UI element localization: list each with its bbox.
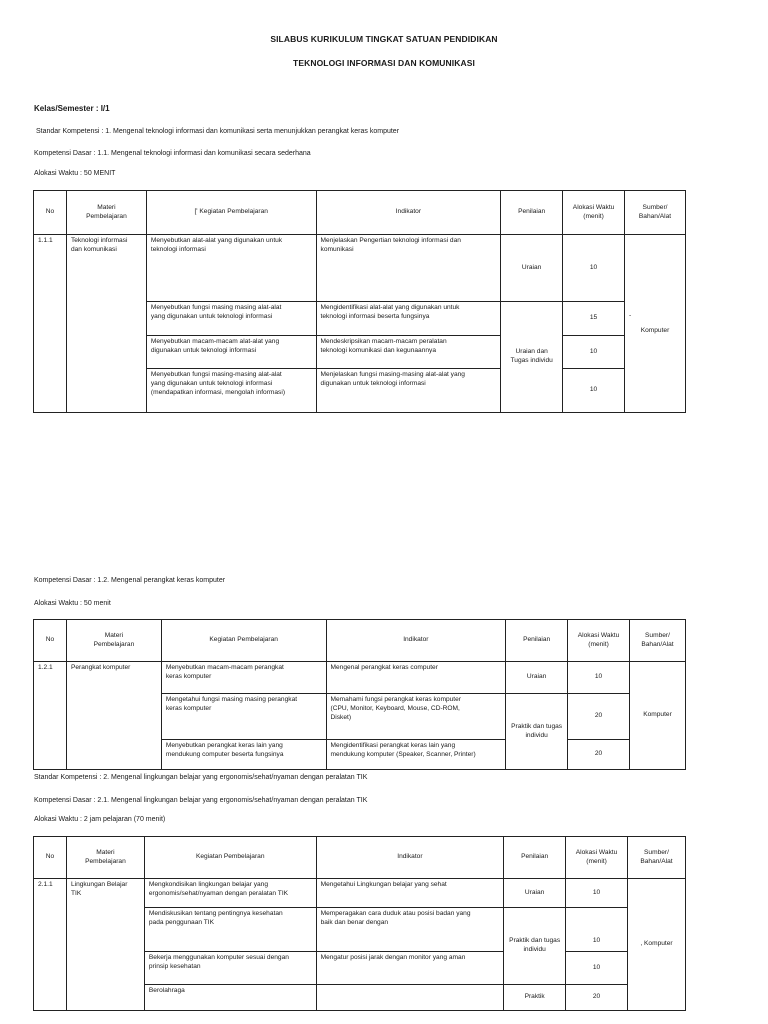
- kegiatan-cell: Bekerja menggunakan komputer sesuai dengan prinsip kesehatan: [144, 952, 316, 985]
- alokasi-waktu-2: Alokasi Waktu : 50 menit: [34, 600, 111, 607]
- row-materi: Perangkat komputer: [66, 662, 161, 770]
- alokasi-cell: 20: [566, 985, 628, 1011]
- indikator-cell: Mengenal perangkat keras computer: [326, 662, 506, 694]
- header-indikator: Indikator: [316, 837, 504, 879]
- header-materi: Materi Pembelajaran: [66, 191, 146, 235]
- indikator-cell: Memahami fungsi perangkat keras komputer (CPU, Monitor, Keyboard, Mouse, CD-ROM, Disket): [326, 694, 506, 740]
- indikator-cell: [316, 985, 504, 1011]
- table-row: [34, 662, 686, 694]
- silabus-table-3: [33, 836, 686, 1011]
- kelas-semester: Kelas/Semester : I/1: [34, 104, 110, 113]
- header-indikator: Indikator: [326, 620, 506, 662]
- row-no: 2.1.1: [34, 879, 67, 1011]
- kegiatan-cell: Menyebutkan macam-macam alat-alat yang digunakan untuk teknologi informasi: [146, 336, 316, 369]
- penilaian-cell: Uraian: [506, 662, 568, 694]
- kegiatan-cell: Menyebutkan alat-alat yang digunakan untuk teknologi informasi: [146, 235, 316, 302]
- alokasi-cell: 10: [566, 908, 628, 952]
- sumber-cell: [625, 235, 686, 413]
- header-materi: Materi Pembelajaran: [66, 837, 144, 879]
- penilaian-cell: Uraian dan Tugas individu: [501, 302, 563, 413]
- sumber-cell: , Komputer: [628, 879, 686, 1011]
- header-alokasi: Alokasi Waktu (menit): [566, 837, 628, 879]
- indikator-cell: Memperagakan cara duduk atau posisi badan yang baik dan benar dengan: [316, 908, 504, 952]
- indikator-cell: Mengatur posisi jarak dengan monitor yang aman: [316, 952, 504, 985]
- alokasi-waktu-3: Alokasi Waktu : 2 jam pelajaran (70 menit): [34, 816, 166, 823]
- header-sumber: Sumber/ Bahan/Alat: [628, 837, 686, 879]
- alokasi-cell: 10: [568, 662, 630, 694]
- kompetensi-dasar-1-1: Kompetensi Dasar : 1.1. Mengenal teknologi informasi dan komunikasi secara sederhana: [34, 150, 311, 157]
- penilaian-cell: Uraian: [501, 235, 563, 302]
- row-no: 1.1.1: [34, 235, 67, 413]
- row-no: 1.2.1: [34, 662, 67, 770]
- row-materi: Teknologi informasi dan komunikasi: [66, 235, 146, 413]
- alokasi-cell: 10: [563, 369, 625, 413]
- header-alokasi: Alokasi Waktu (menit): [563, 191, 625, 235]
- sumber-cell: Komputer: [630, 662, 686, 770]
- page-title: SILABUS KURIKULUM TINGKAT SATUAN PENDIDIKAN: [270, 34, 498, 44]
- kegiatan-cell: Menyebutkan fungsi masing-masing alat-alat yang digunakan untuk teknologi informasi (mendapatkan informasi, mengolah informasi): [146, 369, 316, 413]
- header-penilaian: Penilaian: [501, 191, 563, 235]
- indikator-cell: Mengidentifikasi perangkat keras lain yang mendukung komputer (Speaker, Scanner, Printer): [326, 740, 506, 770]
- standar-kompetensi-1: Standar Kompetensi : 1. Mengenal teknologi informasi dan komunikasi serta menunjukkan perangkat keras komputer: [36, 128, 400, 135]
- header-indikator: Indikator: [316, 191, 501, 235]
- header-no: No: [34, 837, 67, 879]
- header-sumber: Sumber/ Bahan/Alat: [630, 620, 686, 662]
- kegiatan-cell: Menyebutkan perangkat keras lain yang mendukung computer beserta fungsinya: [161, 740, 326, 770]
- alokasi-cell: 10: [563, 235, 625, 302]
- alokasi-cell: 20: [568, 694, 630, 740]
- header-alokasi: Alokasi Waktu (menit): [568, 620, 630, 662]
- alokasi-cell: 10: [563, 336, 625, 369]
- alokasi-cell: 10: [566, 879, 628, 908]
- indikator-cell: Mengetahui Lingkungan belajar yang sehat: [316, 879, 504, 908]
- kegiatan-cell: Berolahraga: [144, 985, 316, 1011]
- row-materi: Lingkungan Belajar TIK: [66, 879, 144, 1011]
- header-materi: Materi Pembelajaran: [66, 620, 161, 662]
- penilaian-cell: Praktik dan tugas individu: [504, 908, 566, 985]
- penilaian-cell: Praktik dan tugas individu: [506, 694, 568, 770]
- kegiatan-cell: Mengkondisikan lingkungan belajar yang ergonomis/sehat/nyaman dengan peralatan TIK: [144, 879, 316, 908]
- header-kegiatan: [' Kegiatan Pembelajaran: [146, 191, 316, 235]
- silabus-table-2: [33, 619, 686, 770]
- table-row: [34, 879, 686, 908]
- standar-kompetensi-2: Standar Kompetensi : 2. Mengenal lingkungan belajar yang ergonomis/sehat/nyaman dengan peralatan TIK: [34, 774, 368, 781]
- alokasi-cell: 20: [568, 740, 630, 770]
- header-sumber: Sumber/ Bahan/Alat: [625, 191, 686, 235]
- alokasi-cell: 15: [563, 302, 625, 336]
- kompetensi-dasar-1-2: Kompetensi Dasar : 1.2. Mengenal perangkat keras komputer: [34, 577, 226, 584]
- alokasi-waktu-1: Alokasi Waktu : 50 MENIT: [34, 170, 116, 177]
- header-no: No: [34, 191, 67, 235]
- header-penilaian: Penilaian: [506, 620, 568, 662]
- sumber-mark: -: [629, 311, 632, 319]
- header-kegiatan: Kegiatan Pembelajaran: [144, 837, 316, 879]
- header-penilaian: Penilaian: [504, 837, 566, 879]
- kompetensi-dasar-2-1: Kompetensi Dasar : 2.1. Mengenal lingkungan belajar yang ergonomis/sehat/nyaman dengan peralatan TIK: [34, 797, 368, 804]
- header-no: No: [34, 620, 67, 662]
- kegiatan-cell: Mengetahui fungsi masing masing perangkat keras komputer: [161, 694, 326, 740]
- table-row: [34, 235, 686, 302]
- kegiatan-cell: Menyebutkan fungsi masing masing alat-alat yang digunakan untuk teknologi informasi: [146, 302, 316, 336]
- kegiatan-cell: Menyebutkan macam-macam perangkat keras komputer: [161, 662, 326, 694]
- silabus-table-1: [33, 190, 686, 413]
- penilaian-cell: Praktik: [504, 985, 566, 1011]
- kegiatan-cell: Mendiskusikan tentang pentingnya kesehatan pada penggunaan TIK: [144, 908, 316, 952]
- alokasi-cell: 10: [566, 952, 628, 985]
- indikator-cell: Menjelaskan Pengertian teknologi informasi dan komunikasi: [316, 235, 501, 302]
- header-kegiatan: Kegiatan Pembelajaran: [161, 620, 326, 662]
- penilaian-cell: Uraian: [504, 879, 566, 908]
- page-subtitle: TEKNOLOGI INFORMASI DAN KOMUNIKASI: [293, 58, 475, 68]
- indikator-cell: Mengidentifikasi alat-alat yang digunakan untuk teknologi informasi beserta fungsinya: [316, 302, 501, 336]
- sumber-value: Komputer: [640, 326, 670, 334]
- indikator-cell: Menjelaskan fungsi masing-masing alat-alat yang digunakan untuk teknologi informasi: [316, 369, 501, 413]
- indikator-cell: Mendeskripsikan macam-macam peralatan teknologi komunikasi dan kegunaannya: [316, 336, 501, 369]
